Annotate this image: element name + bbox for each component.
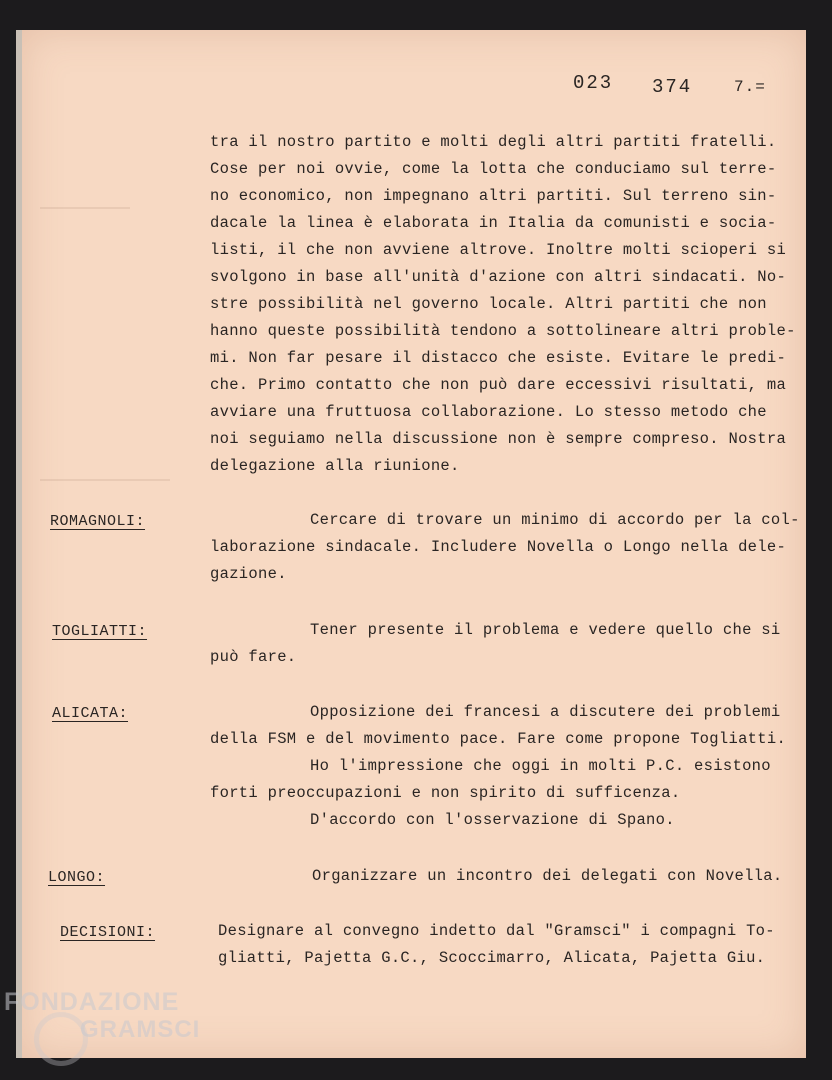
body-line: stre possibilità nel governo locale. Altri partiti che non [210,295,767,313]
show-through-block [40,467,170,481]
intervention-line: Cercare di trovare un minimo di accordo per la col- [310,511,800,529]
body-line: che. Primo contatto che non può dare eccessivi risultati, ma [210,376,787,394]
body-line: noi seguiamo nella discussione non è sempre compreso. Nostra [210,430,787,448]
intervention-line: della FSM e del movimento pace. Fare come propone Togliatti. [210,730,787,748]
intervention-line: può fare. [210,648,297,666]
decisions-line: gliatti, Pajetta G.C., Scoccimarro, Alicata, Pajetta Giu. [218,949,766,967]
show-through-block [40,195,130,209]
body-line: listi, il che non avviene altrove. Inoltre molti scioperi si [210,241,787,259]
body-line: avviare una fruttuosa collaborazione. Lo stesso metodo che [210,403,767,421]
intervention-line: laborazione sindacale. Includere Novella o Longo nella dele- [210,538,787,556]
speaker-alicata: ALICATA: [52,705,129,722]
body-line: dacale la linea è elaborata in Italia da comunisti e socia- [210,214,777,232]
intervention-line: gazione. [210,565,287,583]
body-line: svolgono in base all'unità d'azione con altri sindacati. No- [210,268,787,286]
speaker-longo: LONGO: [48,869,106,886]
watermark-line1: FONDAZIONE [4,988,180,1016]
speaker-romagnoli: ROMAGNOLI: [50,513,146,530]
watermark-line2: GRAMSCI [80,1016,201,1043]
document-page [22,30,806,1058]
archive-code-2: 374 [652,76,693,98]
body-line: Cose per noi ovvie, come la lotta che conduciamo sul terre- [210,160,777,178]
intervention-line: forti preoccupazioni e non spirito di sufficenza. [210,784,681,802]
intervention-line: Opposizione dei francesi a discutere dei problemi [310,703,781,721]
intervention-line: Tener presente il problema e vedere quello che si [310,621,781,639]
body-line: delegazione alla riunione. [210,457,460,475]
decisions-heading: DECISIONI: [60,924,156,941]
intervention-line: D'accordo con l'osservazione di Spano. [310,811,675,829]
body-line: tra il nostro partito e molti degli altri partiti fratelli. [210,133,777,151]
body-line: mi. Non far pesare il distacco che esiste. Evitare le predi- [210,349,787,367]
body-line: no economico, non impegnano altri partiti. Sul terreno sin- [210,187,777,205]
page-number: 7.= [734,78,766,96]
decisions-line: Designare al convegno indetto dal "Gramsci" i compagni To- [218,922,775,940]
intervention-line: Ho l'impressione che oggi in molti P.C. esistono [310,757,771,775]
speaker-togliatti: TOGLIATTI: [52,623,148,640]
archive-code-1: 023 [573,72,614,94]
intervention-line: Organizzare un incontro dei delegati con Novella. [312,867,783,885]
body-line: hanno queste possibilità tendono a sottolineare altri proble- [210,322,796,340]
